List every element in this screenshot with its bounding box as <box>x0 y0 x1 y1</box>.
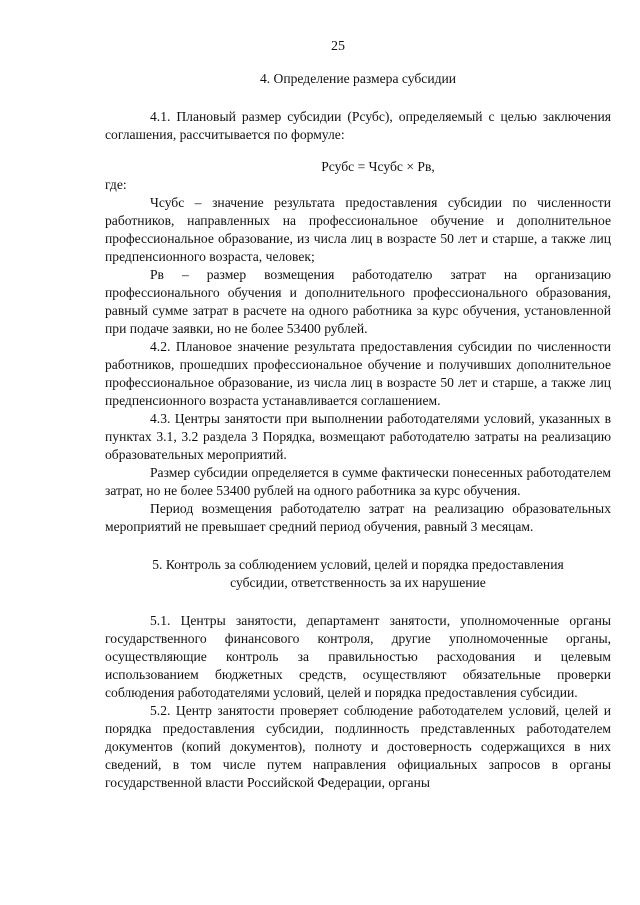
formula: Рсубс = Чсубс × Рв, <box>321 159 435 174</box>
section-5-heading-line-1: 5. Контроль за соблюдением условий, целей и порядка предоставления <box>152 557 564 572</box>
paragraph-4-2: 4.2. Плановое значение результата предоставления субсидии по численности работников, прошедших профессиональное обучение и получивших дополнительное профессиональное образование, из числа лиц в возрасте 50 лет и старше, а также лиц предпенсионного возраста устанавливается соглашением. <box>105 339 611 408</box>
paragraph-subsidy-size: Размер субсидии определяется в сумме фактически понесенных работодателем затрат, но не более 53400 рублей на одного работника за курс обучения. <box>105 465 611 498</box>
paragraph-rv-definition: Рв – размер возмещения работодателю затрат на организацию профессионального обучения и дополнительного профессионального образования, равный сумме затрат в расчете на одного работника за курс обучения, установленной при подаче заявки, но не более 53400 рублей. <box>105 267 611 336</box>
paragraph-4-1: 4.1. Плановый размер субсидии (Рсубс), определяемый с целью заключения соглашения, рассчитывается по формуле: <box>105 109 611 142</box>
where-label: где: <box>105 177 127 192</box>
page-number: 25 <box>331 39 345 54</box>
paragraph-chsubs-definition: Чсубс – значение результата предоставления субсидии по численности работников, направленных на профессиональное обучение и дополнительное профессиональное образование, из числа лиц в возрасте 50 лет и старше, а также лиц предпенсионного возраста, человек; <box>105 195 611 264</box>
paragraph-5-1: 5.1. Центры занятости, департамент занятости, уполномоченные органы государственного финансового контроля, другие уполномоченные органы, осуществляющие контроль за правильностью расходования и целевым использованием бюджетных средств, осуществляют обязательные проверки соблюдения работодателями условий, целей и порядка предоставления субсидии. <box>105 613 611 700</box>
paragraph-4-3: 4.3. Центры занятости при выполнении работодателями условий, указанных в пунктах 3.1, 3.2 раздела 3 Порядка, возмещают работодателю затраты на реализацию образовательных мероприятий. <box>105 411 611 462</box>
paragraph-reimbursement-period: Период возмещения работодателю затрат на реализацию образовательных мероприятий не превышает средний период обучения, равный 3 месяцам. <box>105 501 611 534</box>
document-body <box>105 70 611 792</box>
paragraph-5-2: 5.2. Центр занятости проверяет соблюдение работодателем условий, целей и порядка предоставления субсидии, подлинность представленных работодателем документов (копий документов), полноту и достоверность содержащихся в них сведений, в том числе путем направления официальных запросов в органы государственной власти Российской Федерации, органы <box>105 703 611 790</box>
section-4-heading: 4. Определение размера субсидии <box>259 71 457 86</box>
section-5-heading-line-2: субсидии, ответственность за их нарушение <box>230 575 486 590</box>
